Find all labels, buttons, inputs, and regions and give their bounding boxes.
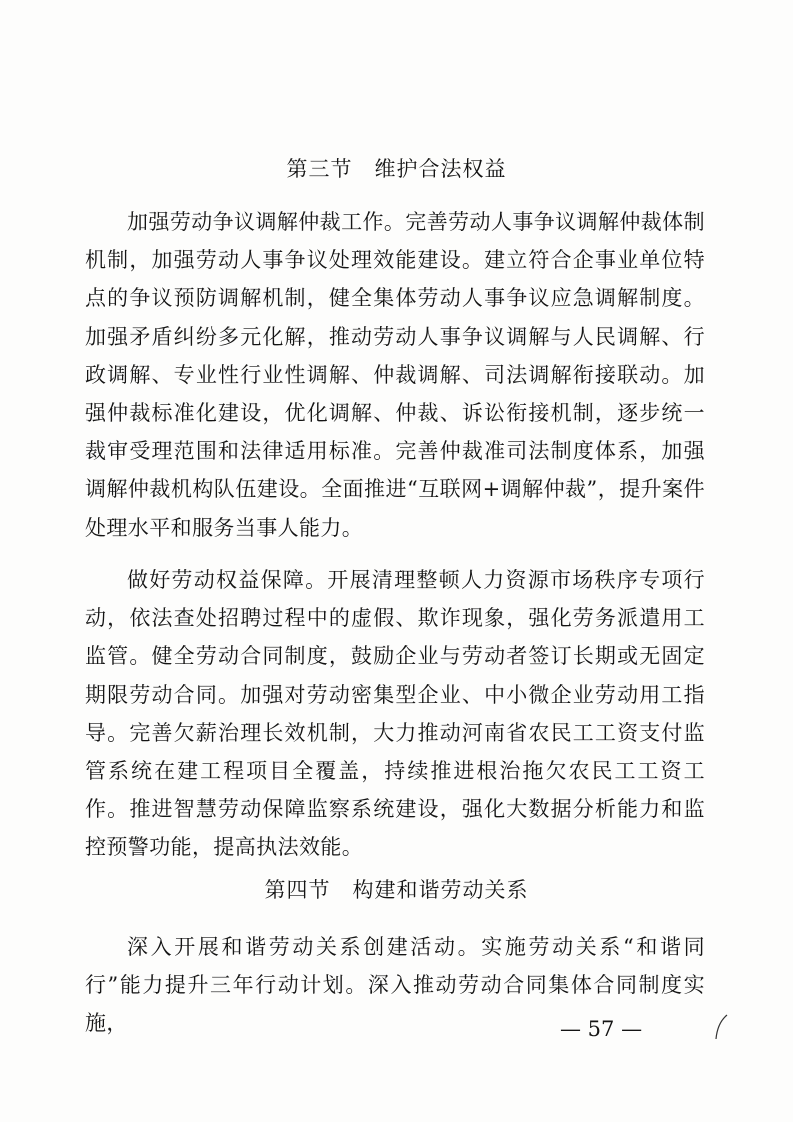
page-number: — 57 — <box>560 1017 643 1041</box>
paragraph-labor-rights-protection: 做好劳动权益保障。开展清理整顿人力资源市场秩序专项行动，依法查处招聘过程中的虚假、欺诈现象，强化劳务派遣用工监管。健全劳动合同制度，鼓励企业与劳动者签订长期或无固定期限劳动合同。加强对劳动密集型企业、中小微企业劳动用工指导。完善欠薪治理长效机制，大力推动河南省农民工工资支付监管系统在建工程项目全覆盖，持续推进根治拖欠农民工工资工作。推进智慧劳动保障监察系统建设，强化大数据分析能力和监控预警功能，提高执法效能。 <box>85 568 705 860</box>
scan-stroke-mark <box>713 1012 733 1042</box>
paragraph-labor-dispute-mediation: 加强劳动争议调解仲裁工作。完善劳动人事争议调解仲裁体制机制，加强劳动人事争议处理效能建设。建立符合企事业单位特点的争议预防调解机制，健全集体劳动人事争议应急调解制度。加强矛盾纠纷多元化解，推动劳动人事争议调解与人民调解、行政调解、专业性行业性调解、仲裁调解、司法调解衔接联动。加强仲裁标准化建设，优化调解、仲裁、诉讼衔接机制，逐步统一裁审受理范围和法律适用标准。完善仲裁准司法制度体系，加强调解仲裁机构队伍建设。全面推进“互联网+调解仲裁”，提升案件处理水平和服务当事人能力。 <box>85 210 705 540</box>
paragraph-harmonious-labor-relations: 深入开展和谐劳动关系创建活动。实施劳动关系“和谐同行”能力提升三年行动计划。深入推动劳动合同集体合同制度实施， <box>85 935 705 1036</box>
section-heading-4: 第四节 构建和谐劳动关系 <box>264 878 529 902</box>
section-heading-3: 第三节 维护合法权益 <box>286 157 507 181</box>
